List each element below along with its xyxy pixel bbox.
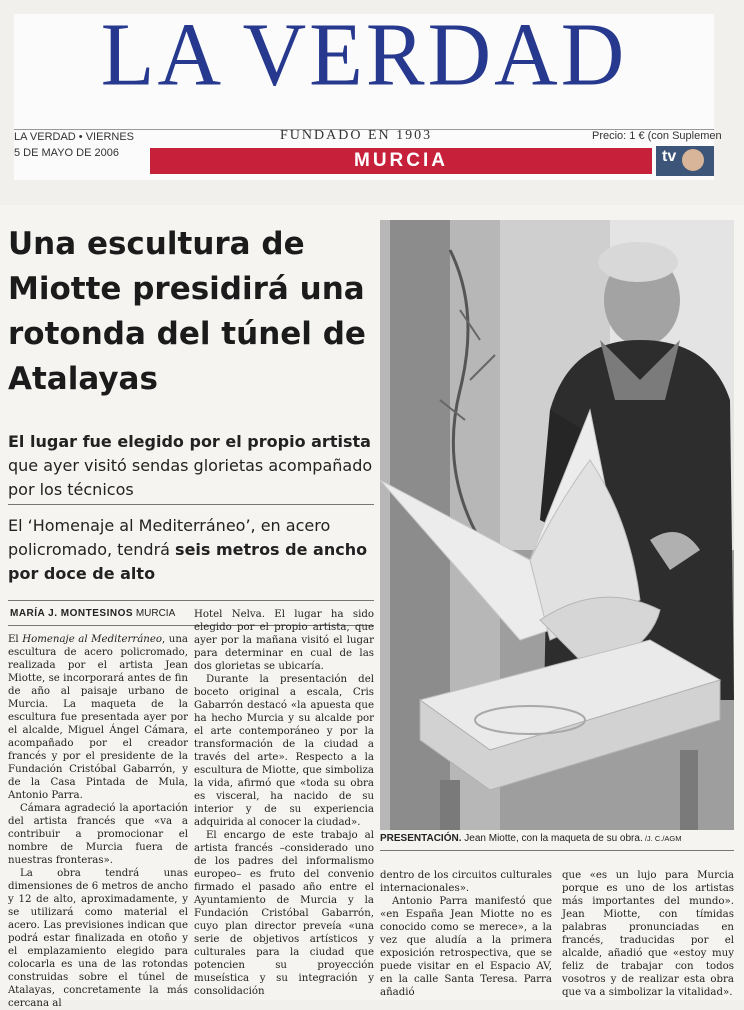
col1-p1-title: Homenaje al Mediterráneo — [22, 634, 163, 645]
col1-p1-rest: , una escultura de acero policromado, realizada por el artista Jean Miotte, se incorporará antes de fin de año al paisaje urbano de Murcia. La maqueta de la escultura fue presentada ayer por el alcalde, Miguel Ángel Cámara, acompañado por el creador francés y por el presidente de la Fundación Cristóbal Gabarrón, y de la Casa Pintada de Mula, Antonio Parra. — [8, 634, 188, 801]
col4-paragraph-1: que «es un lujo para Murcia porque es uno de los artistas más importantes del mundo». Jean Miotte, con tímidas palabras pronunciadas en francés, traducidas por el alcalde, añadió que «estoy muy feliz de trabajar con todos vosotros y de realizar esta obra que va a simbolizar la vitalidad». — [562, 870, 734, 998]
photo-caption — [380, 833, 734, 844]
col1-paragraph-2: Cámara agradeció la aportación del artista francés que «va a contribuir a promocionar el nombre de Murcia fuera de nuestras fronteras». — [8, 803, 188, 866]
col2-paragraph-3: El encargo de este trabajo al artista francés –considerado uno de los padres del informalismo europeo– es fruto del convenio firmado el pasado año entre el Ayuntamiento de Murcia y la Fundación Cristóbal Gabarrón, cuyo plan director preveía «una serie de objetivos artísticos y culturales para la ciudad que potencien su proyección museística y su integración y consolidación — [194, 830, 374, 997]
byline-author: MARÍA J. MONTESINOS — [10, 608, 134, 619]
byline — [10, 608, 175, 619]
city-name: MURCIA — [354, 150, 448, 171]
caption-credit: /J. C./AGM — [642, 834, 682, 843]
founded-line: FUNDADO EN 1903 — [280, 128, 433, 143]
col3-paragraph-2: Antonio Parra manifestó que «en España Jean Miotte no es conocido como se merece», a la vez que aludía a la primera exposición retrospectiva, que se puede visitar en el Espacio AV, en la calle Santa Teresa. Parra añadió — [380, 896, 552, 998]
article-column-4 — [562, 869, 734, 999]
caption-text: Jean Miotte, con la maqueta de su obra. — [461, 833, 643, 844]
headline: Una escultura de Miotte presidirá una rotonda del túnel de Atalayas — [8, 226, 366, 397]
subheadline-2 — [8, 514, 378, 586]
article-column-2 — [194, 608, 374, 998]
col1-p1-start: El — [8, 634, 23, 645]
issue-info — [14, 131, 134, 159]
article-column-3 — [380, 869, 552, 999]
col3-paragraph-1: dentro de los circuitos culturales internacionales». — [380, 870, 552, 894]
tv-presenter-icon — [682, 149, 704, 171]
col2-paragraph-2: Durante la presentación del boceto original a escala, Cris Gabarrón destacó «la apuesta que ha hecho Murcia y su alcalde por el arte contemporáneo y por la transformación de la ciudad a través del arte». Respecto a la escultura de Miotte, que simboliza la vida, afirmó que «toda su obra es visceral, ha nacido de su interior y de su experiencia adquirida al conocer la ciudad». — [194, 674, 374, 828]
col1-paragraph-1 — [8, 633, 188, 802]
subheadline-2-bold: seis metros de ancho por doce de alto — [8, 540, 368, 583]
tv-label: tv — [662, 148, 677, 165]
byline-divider — [8, 600, 374, 601]
photo-sculptor-with-model — [380, 220, 734, 830]
paper-day: LA VERDAD • VIERNES — [14, 131, 135, 143]
subheadline-2-start: El ‘Homenaje al Mediterráneo’, en acero policromado, tendrá — [8, 516, 331, 559]
subheadline-1-rest: que ayer visitó sendas glorietas acompañado por los técnicos — [8, 456, 373, 499]
issue-date: 5 DE MAYO DE 2006 — [14, 147, 119, 159]
col1-paragraph-3: La obra tendrá unas dimensiones de 6 metros de ancho y 12 de alto, aproximadamente, y se utilizará como material el acero. Las previsiones indican que podrá estar finalizada en otoño y el emplazamiento elegido para colocarla es una de las rotondas construidas sobre el túnel de Atalayas, concretamente la más cercana al — [8, 868, 188, 1009]
newspaper-logo: LA VERDAD — [100, 6, 628, 105]
article-photo — [380, 220, 734, 830]
subhead-divider — [8, 504, 374, 505]
subheadline-1 — [8, 430, 378, 502]
price-line: Precio: 1 € (con Suplemen — [592, 130, 722, 142]
byline-city: MURCIA — [135, 608, 176, 619]
caption-label: PRESENTACIÓN. — [380, 833, 462, 844]
caption-divider — [380, 850, 734, 851]
col2-paragraph-1: Hotel Nelva. El lugar ha sido elegido por el propio artista, que ayer por la mañana visitó el lugar para determinar en cual de las dos glorietas se ubicaría. — [194, 609, 374, 672]
subheadline-1-bold: El lugar fue elegido por el propio artista — [8, 432, 371, 451]
article-column-1 — [8, 633, 188, 1010]
